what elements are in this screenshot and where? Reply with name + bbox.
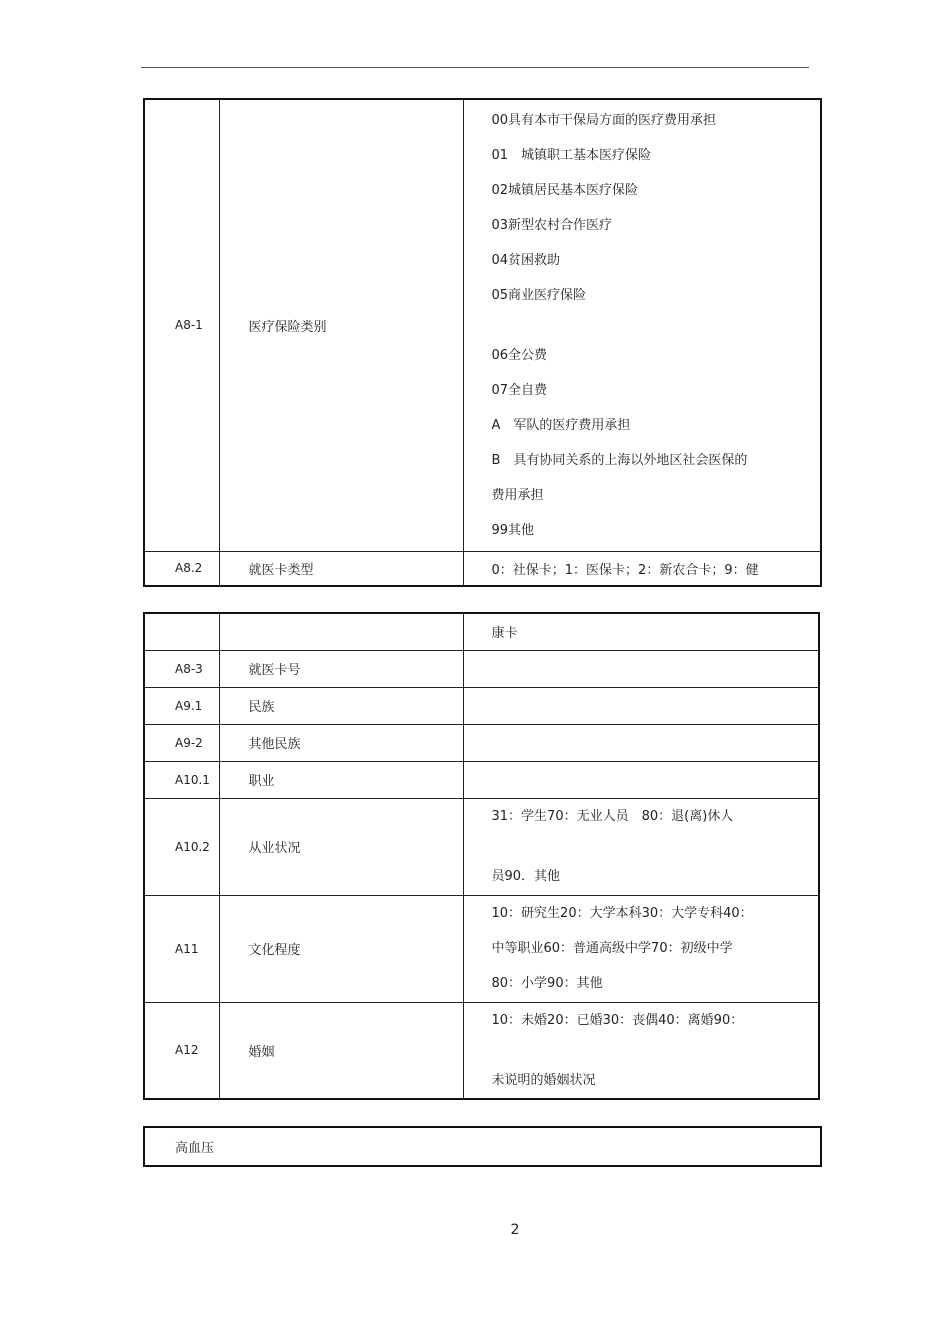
continuation-value: 康卡 [463,613,819,650]
field-name: 就医卡号 [219,650,463,687]
field-name: 文化程度 [219,895,463,1002]
empty-cell [219,613,463,650]
field-name: 医疗保险类别 [219,99,463,551]
header-rule [141,67,809,68]
field-name: 其他民族 [219,724,463,761]
field-table-2 [143,612,820,1100]
field-name: 民族 [219,687,463,724]
field-values [463,798,819,895]
field-value [463,687,819,724]
field-code: A11 [144,895,219,1002]
value-line: 10：未婚20：已婚30：丧偶40：离婚90： [491,1012,744,1028]
table-row [144,99,821,551]
table-row [144,687,819,724]
table-row [144,761,819,798]
field-value: 0：社保卡；1：医保卡；2：新农合卡；9：健 [463,551,821,586]
field-code: A9-2 [144,724,219,761]
table-row [144,650,819,687]
table-row [144,1002,819,1099]
value-line: 员90．其他 [491,869,561,884]
page-number: 2 [510,1222,520,1238]
field-values [463,1002,819,1099]
value-line: 00具有本市干保局方面的医疗费用承担 [491,112,717,128]
value-line: 31：学生70：无业人员 80：退(离)休人 [491,809,734,824]
field-values [463,99,821,551]
value-line: B 具有协同关系的上海以外地区社会医保的 [491,452,748,468]
field-name: 就医卡类型 [219,551,463,586]
field-values [463,895,819,1002]
table-row [144,895,819,1002]
value-line: 中等职业60：普通高级中学70：初级中学 [491,941,733,956]
field-code: A9.1 [144,687,219,724]
field-code: A8.2 [144,551,219,586]
value-line: 99其他 [491,522,535,538]
field-name: 婚姻 [219,1002,463,1099]
table-row [144,798,819,895]
field-code: A12 [144,1002,219,1099]
hypertension-label: 高血压 [144,1127,821,1166]
field-table-3 [143,1126,822,1167]
spacer [492,313,815,338]
value-line: 01 城镇职工基本医疗保险 [491,147,652,163]
spacer [492,1038,813,1063]
empty-cell [144,613,219,650]
value-line: 03新型农村合作医疗 [491,217,613,233]
field-table-1 [143,98,822,587]
field-name: 职业 [219,761,463,798]
value-line: 06全公费 [491,347,548,363]
spacer [492,834,813,859]
value-line: 费用承担 [491,487,544,503]
field-value [463,761,819,798]
value-line: A 军队的医疗费用承担 [491,417,631,433]
table-row [144,551,821,586]
field-name: 从业状况 [219,798,463,895]
field-code: A8-1 [144,99,219,551]
value-line: 80：小学90：其他 [491,976,603,991]
field-value [463,724,819,761]
value-line: 10：研究生20：大学本科30：大学专科40： [491,906,753,921]
field-code: A10.2 [144,798,219,895]
table-row [144,613,819,650]
table-row [144,724,819,761]
value-line: 02城镇居民基本医疗保险 [491,182,639,198]
value-line: 07全自费 [491,382,548,398]
value-line: 05商业医疗保险 [491,287,587,303]
table-row [144,1127,821,1166]
value-line: 未说明的婚姻状况 [491,1072,596,1088]
value-line: 04贫困救助 [491,252,561,268]
field-code: A10.1 [144,761,219,798]
field-value [463,650,819,687]
field-code: A8-3 [144,650,219,687]
